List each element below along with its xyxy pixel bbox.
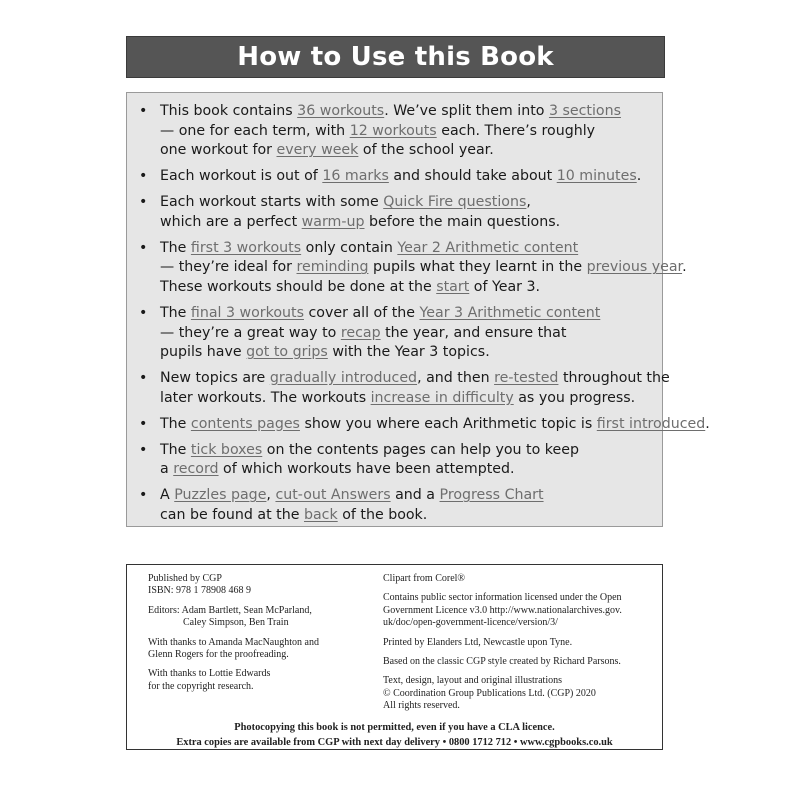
credit-entry bbox=[383, 656, 653, 668]
key-phrase: contents pages bbox=[190, 415, 300, 432]
bullet-line bbox=[160, 167, 648, 187]
text-segment: of which workouts have been attempted. bbox=[218, 461, 515, 478]
text-segment: which are a perfect bbox=[160, 213, 302, 230]
key-phrase: 16 marks bbox=[322, 168, 389, 185]
bullet-line bbox=[160, 324, 648, 344]
bullet-line bbox=[160, 102, 648, 122]
key-phrase: every week bbox=[276, 142, 359, 159]
credit-line: ISBN: 978 1 78908 468 9 bbox=[148, 585, 252, 597]
bullet-text bbox=[160, 441, 648, 480]
text-segment: , bbox=[266, 487, 276, 504]
key-phrase: first introduced bbox=[596, 415, 706, 432]
text-segment: The bbox=[160, 304, 191, 321]
key-phrase: record bbox=[173, 461, 219, 478]
bullet-item bbox=[139, 369, 670, 408]
credit-line: Editors: Adam Bartlett, Sean McParland, bbox=[148, 604, 312, 616]
bullet-line bbox=[160, 389, 670, 409]
bullet-text bbox=[160, 102, 648, 161]
text-segment: . bbox=[682, 259, 687, 276]
bullet-line bbox=[160, 369, 670, 389]
bullet-dot: • bbox=[139, 194, 148, 211]
credits-left-column bbox=[148, 573, 368, 700]
bullet-item bbox=[139, 167, 648, 187]
key-phrase: 36 workouts bbox=[297, 103, 385, 119]
credit-line: Based on the classic CGP style created by Richard Parsons. bbox=[383, 656, 621, 668]
credit-entry bbox=[148, 605, 368, 630]
text-segment: on the contents pages can help you to keep bbox=[262, 441, 579, 458]
bullet-line bbox=[160, 213, 648, 233]
key-phrase: reminding bbox=[296, 259, 369, 276]
bullet-line bbox=[160, 141, 648, 161]
text-segment: of the school year. bbox=[358, 142, 494, 159]
text-segment: . bbox=[636, 168, 642, 185]
bullet-item bbox=[139, 486, 648, 525]
key-phrase: Year 3 Arithmetic content bbox=[419, 304, 601, 321]
credit-line: © Coordination Group Publications Ltd. (CGP) 2020 bbox=[383, 687, 596, 699]
text-segment: cover all of the bbox=[303, 304, 420, 321]
key-phrase: first 3 workouts bbox=[190, 239, 302, 256]
text-segment: show you where each Arithmetic topic is bbox=[299, 415, 597, 432]
key-phrase: previous year bbox=[586, 259, 683, 276]
text-segment: — one for each term, with bbox=[160, 122, 350, 139]
bullet-item bbox=[139, 415, 710, 435]
bullet-dot: • bbox=[139, 168, 148, 185]
bullet-text bbox=[160, 369, 670, 408]
key-phrase: got to grips bbox=[246, 344, 328, 361]
bullet-line bbox=[160, 460, 648, 480]
key-phrase: cut-out Answers bbox=[275, 487, 391, 504]
key-phrase: increase in difficulty bbox=[370, 389, 514, 406]
extra-copies-notice: Extra copies are available from CGP with next day delivery • 0800 1712 712 • www.cgpbooks.co.uk bbox=[176, 736, 613, 748]
text-segment: the year, and ensure that bbox=[380, 324, 567, 341]
credit-line: All rights reserved. bbox=[383, 700, 460, 712]
text-segment: Each workout starts with some bbox=[160, 194, 384, 211]
credit-entry bbox=[148, 573, 368, 598]
text-segment: The bbox=[160, 239, 191, 256]
text-segment: , and then bbox=[417, 370, 495, 387]
bullet-line bbox=[160, 506, 648, 526]
text-segment: with the Year 3 topics. bbox=[327, 344, 490, 361]
key-phrase: final 3 workouts bbox=[190, 304, 304, 321]
key-phrase: Progress Chart bbox=[439, 487, 544, 504]
credit-line: Caley Simpson, Ben Train bbox=[183, 617, 289, 629]
key-phrase: 10 minutes bbox=[556, 168, 637, 185]
text-segment: The bbox=[160, 415, 191, 432]
text-segment: of Year 3. bbox=[469, 278, 541, 295]
bullet-text bbox=[160, 239, 687, 298]
text-segment: one workout for bbox=[160, 142, 277, 159]
key-phrase: back bbox=[303, 506, 338, 523]
credit-line: Government Licence v3.0 http://www.nationalarchives.gov. bbox=[383, 604, 622, 616]
bullet-dot: • bbox=[139, 487, 148, 504]
bullet-dot: • bbox=[139, 441, 148, 458]
bullet-line bbox=[160, 415, 710, 435]
bullet-line bbox=[160, 193, 648, 213]
credit-line: With thanks to Lottie Edwards bbox=[148, 668, 271, 680]
bullet-dot: • bbox=[139, 415, 148, 432]
bullet-line bbox=[160, 441, 648, 461]
credit-line: Text, design, layout and original illustrations bbox=[383, 675, 562, 687]
bullet-dot: • bbox=[139, 239, 148, 256]
credit-line: Glenn Rogers for the proofreading. bbox=[148, 649, 289, 661]
credit-entry bbox=[383, 573, 653, 585]
bullet-line bbox=[160, 122, 648, 142]
text-segment: only contain bbox=[301, 239, 398, 256]
text-segment: , bbox=[526, 194, 531, 211]
credit-line: Contains public sector information licensed under the Open bbox=[383, 592, 622, 604]
text-segment: Each workout is out of bbox=[160, 168, 323, 185]
text-segment: A bbox=[160, 487, 175, 504]
text-segment: This book contains bbox=[160, 103, 298, 119]
credit-line: Published by CGP bbox=[148, 573, 222, 584]
bullet-dot: • bbox=[139, 103, 148, 119]
bullet-text bbox=[160, 415, 710, 435]
photocopy-notice: Photocopying this book is not permitted, even if you have a CLA licence. bbox=[234, 722, 555, 733]
credits-right-column bbox=[383, 573, 653, 720]
credit-entry bbox=[383, 675, 653, 712]
bullet-line bbox=[160, 343, 648, 363]
text-segment: pupils what they learnt in the bbox=[368, 259, 587, 276]
key-phrase: Puzzles page bbox=[174, 487, 267, 504]
bullet-text bbox=[160, 486, 648, 525]
credit-line: With thanks to Amanda MacNaughton and bbox=[148, 636, 319, 648]
key-phrase: Year 2 Arithmetic content bbox=[397, 239, 579, 256]
bullet-line bbox=[160, 486, 648, 506]
key-phrase: start bbox=[436, 278, 470, 295]
page-title: How to Use this Book bbox=[126, 36, 665, 78]
bullet-item bbox=[139, 102, 648, 161]
text-segment: and a bbox=[390, 487, 440, 504]
key-phrase: gradually introduced bbox=[269, 370, 418, 387]
key-phrase: Quick Fire questions bbox=[383, 194, 527, 211]
bullet-text bbox=[160, 304, 648, 363]
credit-line: Clipart from Corel® bbox=[383, 573, 466, 584]
text-segment: before the main questions. bbox=[364, 213, 561, 230]
credit-line: uk/doc/open-government-licence/version/3/ bbox=[383, 617, 558, 629]
text-segment: — they’re ideal for bbox=[160, 259, 297, 276]
text-segment: New topics are bbox=[160, 370, 270, 387]
bullet-item bbox=[139, 441, 648, 480]
bullet-line bbox=[160, 278, 687, 298]
bullet-line bbox=[160, 258, 687, 278]
text-segment: later workouts. The workouts bbox=[160, 389, 371, 406]
credit-entry bbox=[148, 637, 368, 662]
bullet-text bbox=[160, 193, 648, 232]
credit-entry bbox=[148, 668, 368, 693]
bullet-dot: • bbox=[139, 304, 148, 321]
text-segment: These workouts should be done at the bbox=[160, 278, 437, 295]
bullet-text bbox=[160, 167, 648, 187]
text-segment: throughout the bbox=[558, 370, 670, 387]
key-phrase: recap bbox=[340, 324, 381, 341]
credits-footer bbox=[127, 721, 662, 750]
text-segment: . We’ve split them into bbox=[384, 103, 549, 119]
bullet-item bbox=[139, 304, 648, 363]
key-phrase: 12 workouts bbox=[349, 122, 437, 139]
publication-credits bbox=[126, 564, 663, 750]
key-phrase: tick boxes bbox=[190, 441, 263, 458]
text-segment: — they’re a great way to bbox=[160, 324, 341, 341]
text-segment: pupils have bbox=[160, 344, 247, 361]
bullet-item bbox=[139, 193, 648, 232]
text-segment: and should take about bbox=[388, 168, 557, 185]
text-segment: each. There’s roughly bbox=[436, 122, 596, 139]
text-segment: a bbox=[160, 461, 174, 478]
key-phrase: 3 sections bbox=[548, 103, 621, 119]
credit-line: for the copyright research. bbox=[148, 680, 254, 692]
credit-entry bbox=[383, 637, 653, 649]
how-to-use-bullet-list bbox=[126, 92, 710, 527]
bullet-line bbox=[160, 304, 648, 324]
key-phrase: warm-up bbox=[301, 213, 365, 230]
text-segment: of the book. bbox=[337, 506, 428, 523]
credit-entry bbox=[383, 592, 653, 629]
bullet-item bbox=[139, 239, 687, 298]
credit-line: Printed by Elanders Ltd, Newcastle upon Tyne. bbox=[383, 636, 573, 648]
key-phrase: re-tested bbox=[494, 370, 559, 387]
bullet-dot: • bbox=[139, 370, 148, 387]
text-segment: as you progress. bbox=[513, 389, 636, 406]
text-segment: . bbox=[705, 415, 710, 432]
text-segment: can be found at the bbox=[160, 506, 304, 523]
bullet-line bbox=[160, 239, 687, 259]
text-segment: The bbox=[160, 441, 191, 458]
